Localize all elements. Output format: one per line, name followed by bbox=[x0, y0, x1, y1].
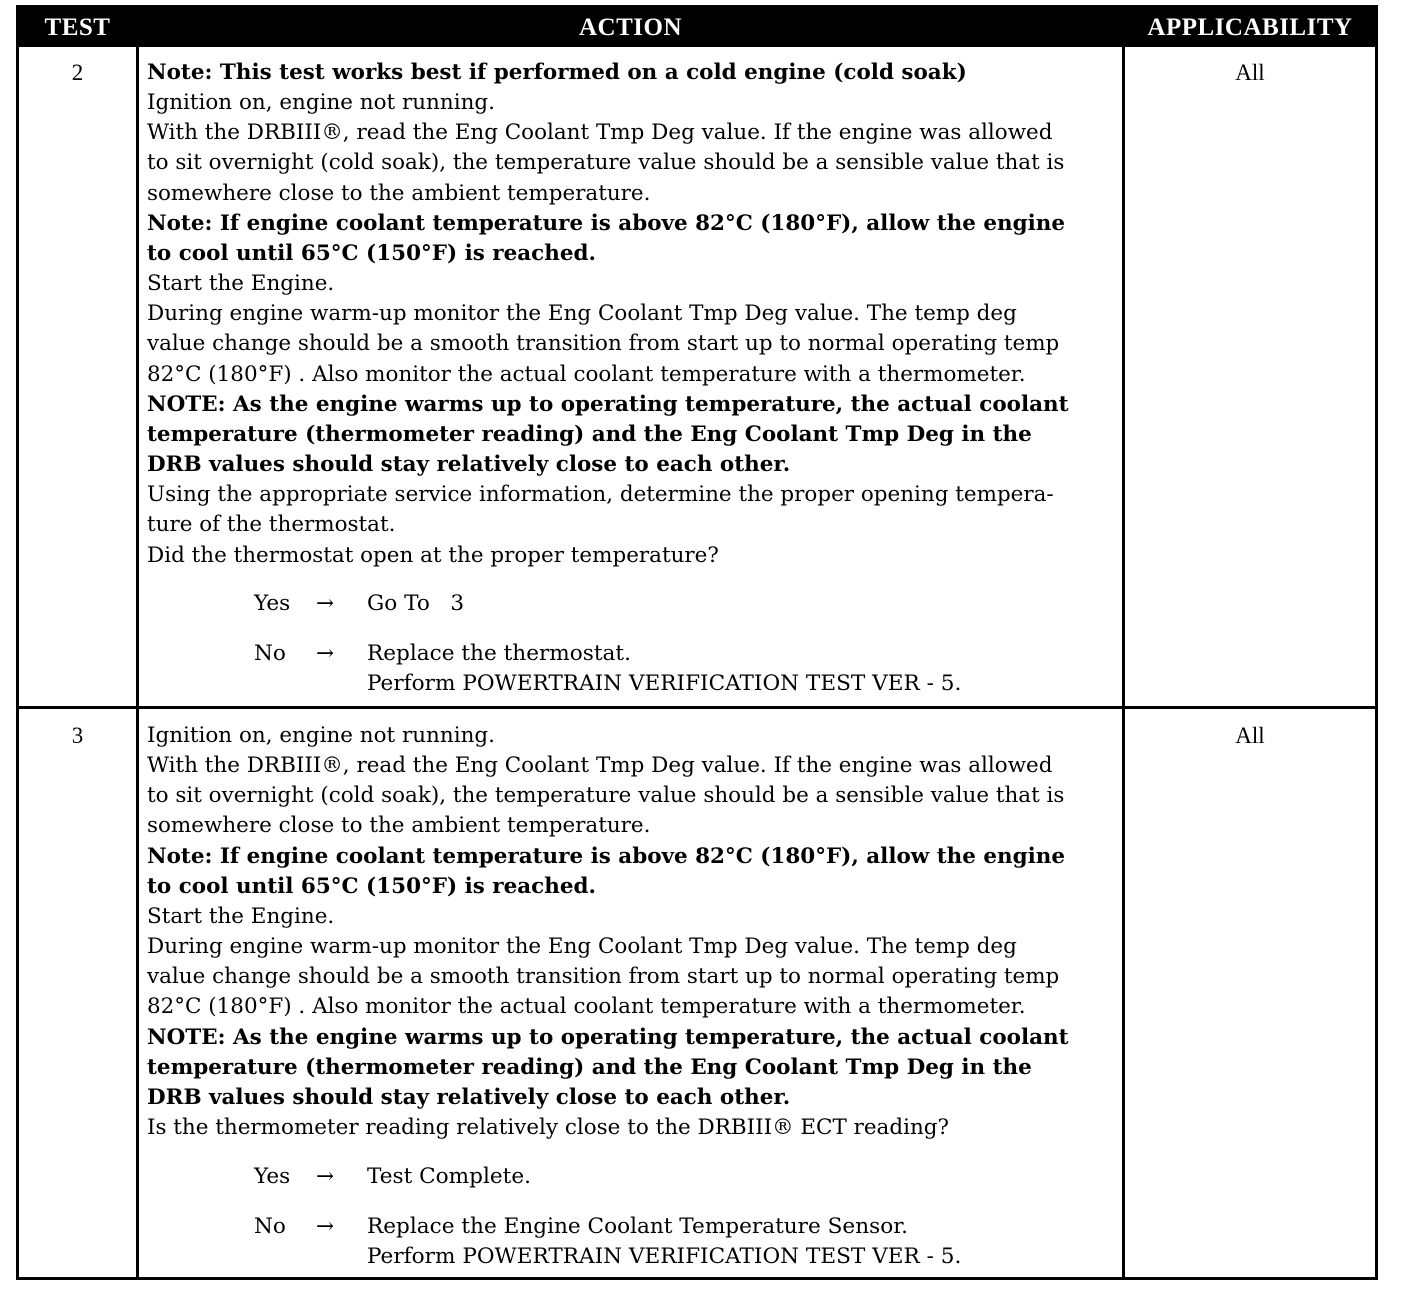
arrow-icon: → bbox=[316, 1164, 335, 1189]
instruction-line: value change should be a smooth transition from start up to normal operating temp bbox=[147, 331, 1060, 357]
instruction-line: Using the appropriate service information, determine the proper opening tempera- bbox=[147, 482, 1054, 508]
instruction-line: Ignition on, engine not running. bbox=[147, 90, 495, 116]
instruction-line: ture of the thermostat. bbox=[147, 512, 396, 538]
instruction-line: 82°C (180°F) . Also monitor the actual coolant temperature with a thermometer. bbox=[147, 994, 1026, 1020]
instruction-line: somewhere close to the ambient temperature. bbox=[147, 813, 651, 839]
instruction-line: to sit overnight (cold soak), the temperature value should be a sensible value that is bbox=[147, 783, 1065, 809]
arrow-icon: → bbox=[316, 591, 335, 616]
instruction-line: Start the Engine. bbox=[147, 271, 335, 297]
header-applicability: APPLICABILITY bbox=[1125, 8, 1375, 47]
row-applicability: All bbox=[1235, 723, 1265, 748]
header-action: ACTION bbox=[139, 8, 1122, 47]
note-line: Note: If engine coolant temperature is above 82°C (180°F), allow the engine bbox=[147, 210, 1066, 236]
no-result: Replace the Engine Coolant Temperature Sensor. bbox=[367, 1214, 909, 1239]
diagnostic-test-table bbox=[16, 5, 1378, 1280]
note-line: temperature (thermometer reading) and the Eng Coolant Tmp Deg in the bbox=[147, 1054, 1032, 1080]
arrow-icon: → bbox=[316, 641, 335, 666]
note-line: temperature (thermometer reading) and the Eng Coolant Tmp Deg in the bbox=[147, 421, 1032, 447]
no-result: Replace the thermostat. bbox=[367, 641, 631, 666]
note-line: NOTE: As the engine warms up to operating temperature, the actual coolant bbox=[147, 1024, 1069, 1050]
column-divider-test bbox=[136, 8, 139, 1277]
no-label: No bbox=[254, 1214, 286, 1239]
instruction-line: With the DRBIII®, read the Eng Coolant Tmp Deg value. If the engine was allowed bbox=[147, 753, 1053, 779]
instruction-line: With the DRBIII®, read the Eng Coolant Tmp Deg value. If the engine was allowed bbox=[147, 120, 1053, 146]
arrow-icon: → bbox=[316, 1214, 335, 1239]
instruction-line: Did the thermostat open at the proper temperature? bbox=[147, 542, 719, 568]
row-test-number: 2 bbox=[71, 60, 84, 85]
no-result-verification: Perform POWERTRAIN VERIFICATION TEST VER - 5. bbox=[367, 671, 962, 696]
row-action-text bbox=[147, 58, 1121, 571]
instruction-line: somewhere close to the ambient temperature. bbox=[147, 180, 651, 206]
note-line: Note: If engine coolant temperature is above 82°C (180°F), allow the engine bbox=[147, 843, 1066, 869]
header-test: TEST bbox=[19, 8, 136, 47]
instruction-line: During engine warm-up monitor the Eng Coolant Tmp Deg value. The temp deg bbox=[147, 301, 1017, 327]
no-result-verification: Perform POWERTRAIN VERIFICATION TEST VER - 5. bbox=[367, 1244, 962, 1269]
instruction-line: to sit overnight (cold soak), the temperature value should be a sensible value that is bbox=[147, 150, 1065, 176]
note-line: Note: This test works best if performed on a cold engine (cold soak) bbox=[147, 60, 967, 85]
instruction-line: During engine warm-up monitor the Eng Coolant Tmp Deg value. The temp deg bbox=[147, 934, 1017, 960]
yes-result: Go To 3 bbox=[367, 591, 465, 616]
yes-result: Test Complete. bbox=[367, 1164, 531, 1189]
row-divider bbox=[19, 706, 1375, 709]
row-action-text bbox=[147, 721, 1121, 1143]
note-line: NOTE: As the engine warms up to operating temperature, the actual coolant bbox=[147, 391, 1069, 417]
note-line: to cool until 65°C (150°F) is reached. bbox=[147, 240, 596, 266]
instruction-line: value change should be a smooth transition from start up to normal operating temp bbox=[147, 964, 1060, 990]
note-line: to cool until 65°C (150°F) is reached. bbox=[147, 873, 596, 899]
note-line: DRB values should stay relatively close to each other. bbox=[147, 452, 791, 478]
instruction-line: Is the thermometer reading relatively close to the DRBIII® ECT reading? bbox=[147, 1115, 950, 1141]
instruction-line: Start the Engine. bbox=[147, 903, 335, 929]
note-line: DRB values should stay relatively close to each other. bbox=[147, 1084, 791, 1110]
yes-label: Yes bbox=[254, 591, 291, 616]
row-test-number: 3 bbox=[71, 723, 84, 748]
row-applicability: All bbox=[1235, 60, 1265, 85]
yes-label: Yes bbox=[254, 1164, 291, 1189]
column-divider-applicability bbox=[1122, 8, 1125, 1277]
instruction-line: Ignition on, engine not running. bbox=[147, 723, 495, 748]
instruction-line: 82°C (180°F) . Also monitor the actual coolant temperature with a thermometer. bbox=[147, 361, 1026, 387]
no-label: No bbox=[254, 641, 286, 666]
